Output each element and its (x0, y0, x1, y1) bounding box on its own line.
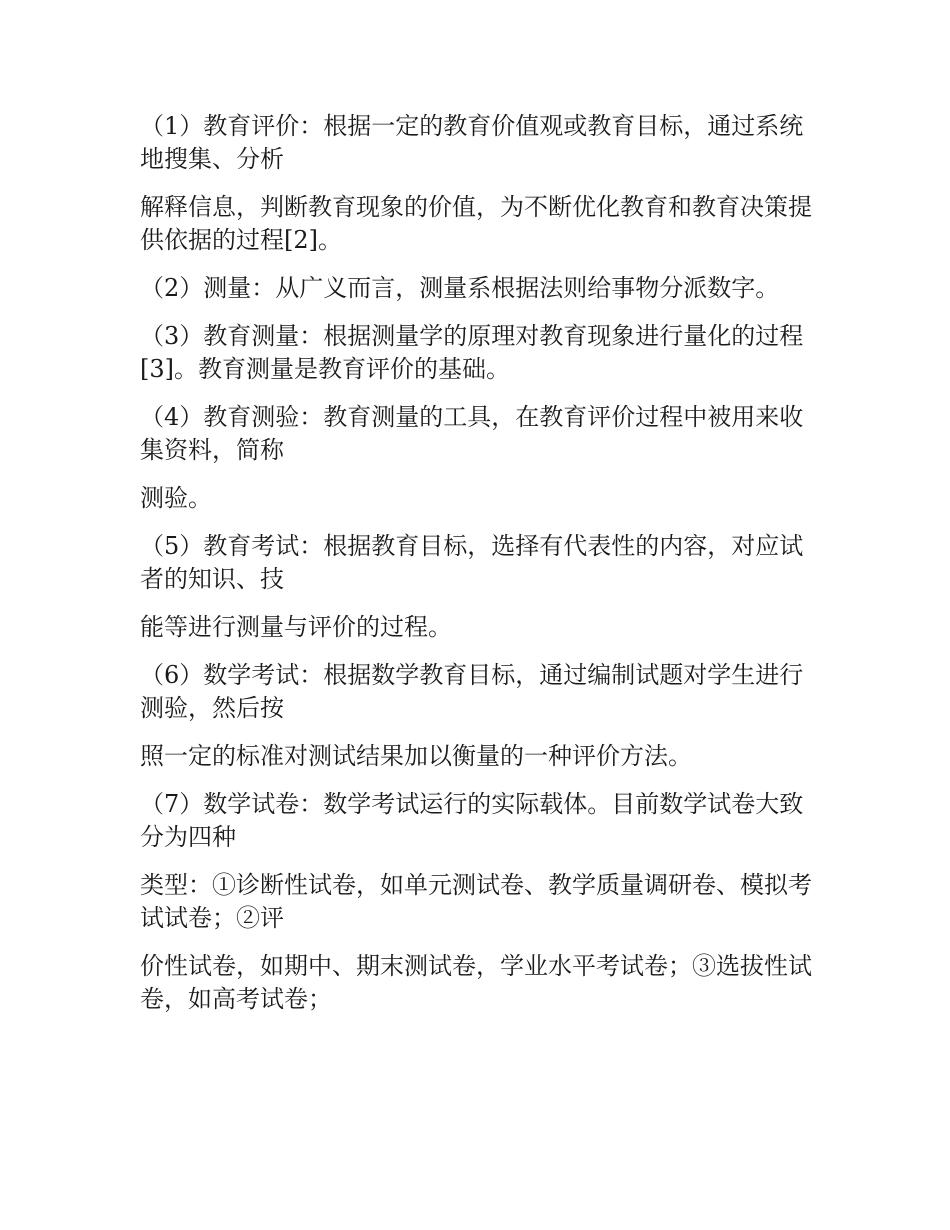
paragraph-math-exam-continued: 照一定的标准对测试结果加以衡量的一种评价方法。 (140, 742, 692, 770)
paragraph-math-paper: （7）数学试卷：数学考试运行的实际载体。目前数学试卷大致分为四种 (140, 790, 804, 851)
paragraph-education-evaluation-continued: 解释信息，判断教育现象的价值，为不断优化教育和教育决策提供依据的过程[2]。 (140, 193, 812, 254)
paragraph-education-exam: （5）教育考试：根据教育目标，选择有代表性的内容，对应试者的知识、技 (140, 532, 804, 593)
paragraph-education-measurement: （3）教育测量：根据测量学的原理对教育现象进行量化的过程[3]。教育测量是教育评价的基础。 (140, 322, 804, 383)
paragraph-education-evaluation: （1）教育评价：根据一定的教育价值观或教育目标，通过系统地搜集、分析 (140, 112, 804, 173)
document-body (140, 110, 820, 1031)
paragraph-education-test: （4）教育测验：教育测量的工具，在教育评价过程中被用来收集资料，简称 (140, 403, 804, 464)
paragraph-measurement: （2）测量：从广义而言，测量系根据法则给事物分派数字。 (140, 274, 780, 302)
paragraph-education-test-continued: 测验。 (140, 484, 212, 512)
paragraph-math-exam: （6）数学考试：根据数学教育目标，通过编制试题对学生进行测验，然后按 (140, 661, 804, 722)
paragraph-education-exam-continued: 能等进行测量与评价的过程。 (140, 613, 452, 641)
paragraph-math-paper-types: 类型：①诊断性试卷，如单元测试卷、教学质量调研卷、模拟考试试卷；②评 (140, 871, 812, 932)
paragraph-math-paper-types-continued: 价性试卷，如期中、期末测试卷，学业水平考试卷；③选拔性试卷，如高考试卷； (140, 952, 812, 1013)
